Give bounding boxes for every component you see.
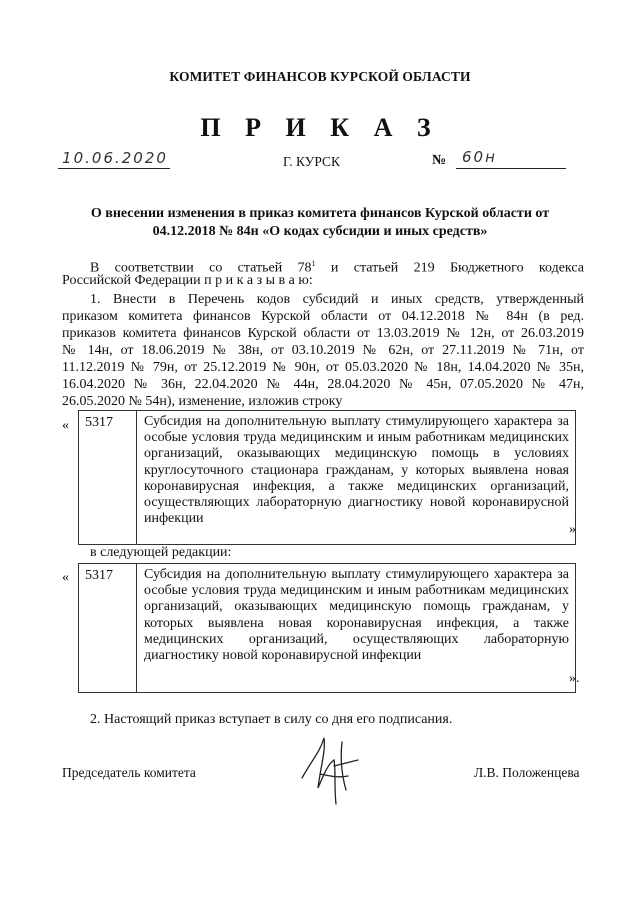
paragraph-1-line-7: 26.05.2020 № 54н), изменение, изложив строку (62, 394, 343, 409)
order-subject (60, 205, 580, 241)
city: Г. КУРСК (283, 154, 341, 169)
paragraph-basis-line-2: Российской Федерации п р и к а з ы в а ю: (62, 273, 313, 288)
article-superscript: 1 (311, 259, 316, 268)
paragraph-1-line-1: 1. Внести в Перечень кодов субсидий и иных средств, утвержденный (90, 292, 584, 307)
document-title: П Р И К А З (200, 113, 440, 142)
paragraph-2: 2. Настоящий приказ вступает в силу со дня его подписания. (90, 712, 453, 727)
signatory-position: Председатель комитета (62, 765, 196, 780)
handwritten-date: 10.06.2020 (62, 149, 168, 167)
table-new-row (78, 563, 576, 693)
new-description-cell: Субсидия на дополнительную выплату стимулирующего характера за особые условия труда медицинским и иным работникам медицинских организаций, оказывающих медицинскую помощь гражданам, у которых выявлена новая коронавирусная инфекция, а также медицинских организаций, осуществляющих лабораторную диагностику новой коронавирусной инфекции (144, 567, 569, 664)
paragraph-1-line-3: приказов комитета финансов Курской области от 13.03.2019 № 12н, от 26.03.2019 (62, 326, 584, 341)
subject-line-2: 04.12.2018 № 84н «О кодах субсидии и иных средств» (152, 224, 488, 239)
basis-text-b: и статьей 219 Бюджетного кодекса (315, 260, 584, 276)
quote-close-new: ». (569, 671, 580, 686)
quote-open-old: « (62, 418, 69, 433)
new-code-cell: 5317 (79, 564, 137, 692)
old-description-cell: Субсидия на дополнительную выплату стимулирующего характера за особые условия труда медицинским и иным работникам медицинских организаций, оказывающих медицинскую помощь в условиях круглосуточного стационара гражданам, у которых выявлена новая коронавирусная инфекция, а также медицинских организаций, осуществляющих лабораторную диагностику новой коронавирусной инфекции (144, 414, 569, 527)
paragraph-1-line-6: 16.04.2020 № 36н, 22.04.2020 № 44н, 28.04.2020 № 45н, 07.05.2020 № 47н, (62, 377, 584, 392)
old-code-cell: 5317 (79, 411, 137, 544)
organization-header: КОМИТЕТ ФИНАНСОВ КУРСКОЙ ОБЛАСТИ (169, 69, 471, 84)
quote-open-new: « (62, 570, 69, 585)
order-number-label: № (432, 153, 447, 168)
quote-close-old: » (569, 522, 576, 537)
handwritten-order-number: 60н (462, 148, 497, 166)
paragraph-1-line-4: № 14н, от 18.06.2019 № 38н, от 03.10.2019 № 62н, от 27.11.2019 № 71н, от (62, 343, 584, 358)
transition-text: в следующей редакции: (90, 545, 232, 560)
table-old-row (78, 410, 576, 545)
paragraph-1-line-2: приказом комитета финансов Курской области от 04.12.2018 № 84н (в ред. (62, 309, 584, 324)
paragraph-1-line-5: 11.12.2019 № 79н, от 25.12.2019 № 90н, от 05.03.2020 № 18н, 14.04.2020 № 35н, (62, 360, 584, 375)
handwritten-signature (290, 730, 370, 810)
date-underline (58, 168, 170, 169)
subject-line-1: О внесении изменения в приказ комитета финансов Курской области от (90, 206, 550, 221)
number-underline (456, 168, 566, 169)
signatory-name: Л.В. Положенцева (474, 765, 580, 780)
basis-text-a: В соответствии со статьей 78 (90, 260, 312, 276)
